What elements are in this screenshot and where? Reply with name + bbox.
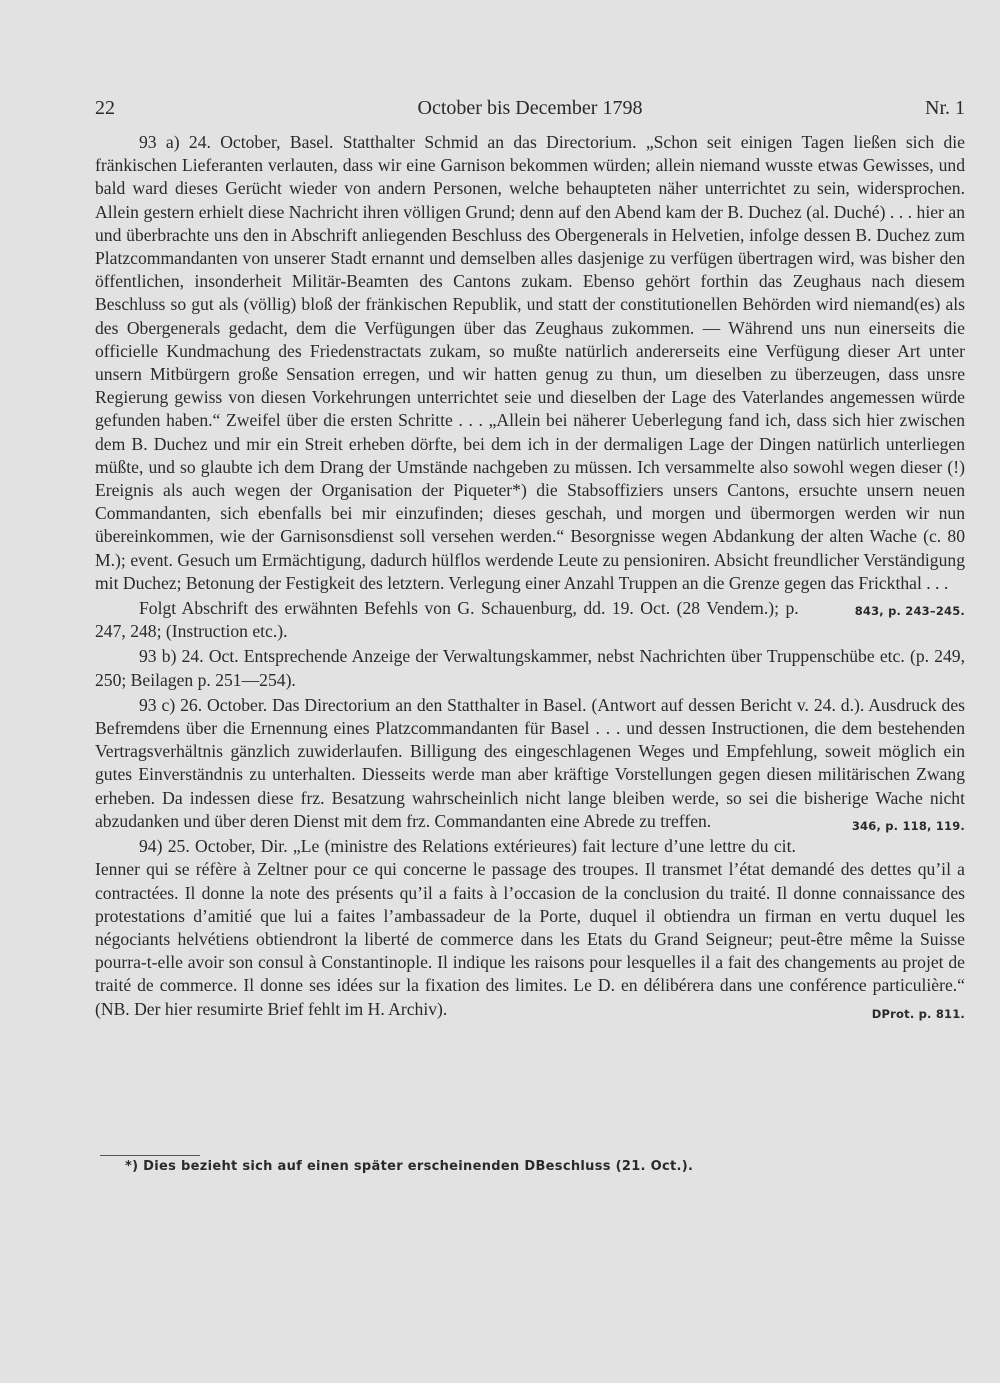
page-body xyxy=(95,131,965,1026)
running-title: October bis December 1798 xyxy=(417,97,643,119)
entry-paragraph xyxy=(95,131,965,619)
footnote-divider xyxy=(100,1155,200,1156)
entry-paragraph xyxy=(95,835,965,1021)
entry-paragraph xyxy=(95,645,965,691)
source-reference: 843, p. 243–245. xyxy=(854,604,965,619)
entry-paragraph xyxy=(95,694,965,833)
source-reference: DProt. p. 811. xyxy=(871,1006,965,1021)
source-reference: 346, p. 118, 119. xyxy=(851,818,965,833)
entry-text: 93 c) 26. October. Das Directorium an den Statthalter in Basel. (Antwort auf dessen Bericht v. 24. d.). Ausdruck des Befremdens über die Ernennung eines Platzcommandanten für Basel . . . und dessen Instructionen, die dem bestehenden Vertragsverhältnis gänzlich zuwiderlaufen. Billigung des eingeschlagenen Weges und Empfehlung, soweit möglich ein gutes Einverständnis zu unterhalten. Diesseits werde man aber kräftige Vorstellungen gegen diesen militärischen Zwang erheben. Da indessen diese frz. Besatzung wahrscheinlich nicht lange bleiben werde, so sei die bisherige Wache nicht abzudanken und über deren Dienst mit dem frz. Commandanten eine Abrede zu treffen. xyxy=(95,694,965,831)
entry-text: Folgt Abschrift des erwähnten Befehls von G. Schauenburg, dd. 19. Oct. (28 Vendem.); p. 247, 248; (Instruction etc.). xyxy=(95,598,799,642)
entry-text: 93 b) 24. Oct. Entsprechende Anzeige der Verwaltungskammer, nebst Nachrichten über Truppenschübe etc. (p. 249, 250; Beilagen p. 251—254). xyxy=(95,646,965,690)
page-number: 22 xyxy=(95,97,115,119)
section-number: Nr. 1 xyxy=(925,97,965,119)
page-header xyxy=(95,97,965,127)
entry-text: 93 a) 24. October, Basel. Statthalter Schmid an das Directorium. „Schon seit einigen Tagen ließen sich die fränkischen Lieferanten verlauten, dass wir eine Garnison bekommen würden; allein niemand wusste etwas Gewisses, und bald ward dieses Gerücht wieder von andern Personen, welche behaupteten näher unterrichtet zu sein, widersprochen. Allein gestern erhielt diese Nachricht ihren völligen Grund; denn auf den Abend kam der B. Duchez (al. Duché) . . . hier an und überbrachte uns den in Abschrift anliegenden Beschluss des Obergenerals in Helvetien, infolge dessen B. Duchez zum Platzcommandanten von unserer Stadt ernannt und demselben alles dasjenige zu verfügen übertragen wird, was bisher den öffentlichen, insonderheit Militär-Beamten des Cantons zukam. Ebenso gehört forthin das Zeughaus nach diesem Beschluss so gut als (völlig) bloß der fränkischen Republik, und statt der constitutionellen Behörden wird niemand(es) als des Obergenerals gedacht, dem die Verfügungen über das Zeughaus zukommen. — Während uns nun einerseits die officielle Kundmachung des Friedenstractats zukam, so mußte natürlich andererseits eine Verfügung dieser Art unter unsern Mitbürgern große Sensation erregen, und wir hatten genug zu thun, um dieselben zu überzeugen, dass unsre Regierung gewiss von diesen Vorkehrungen unterrichtet seie und dieselben der Lage des Vaterlandes angemessen würde gefunden haben.“ Zweifel über die ersten Schritte . . . „Allein bei näherer Ueberlegung fand ich, dass sich hier zwischen dem B. Duchez und mir ein Streit erheben dörfte, bei dem ich in der dermaligen Lage der Dingen natürlich unterliegen müßte, und so glaubte ich dem Drang der Umstände nachgeben zu müssen. Ich versammelte also sowohl wegen dieser (!) Ereignis als auch wegen der Organisation der Piqueter*) die Stabsoffiziers unsers Cantons, ersuchte unsern neuen Commandanten, sich ebenfalls bei mir einzufinden; dieses geschah, und morgen und übermorgen werden wir nun übereinkommen, wie der Garnisonsdienst soll versehen werden.“ Besorgnisse wegen Abdankung der alten Wache (c. 80 M.); event. Gesuch um Ermächtigung, dadurch hülflos werdende Leute zu pensioniren. Absicht freundlicher Verständigung mit Duchez; Betonung der Festigkeit des letztern. Verlegung einer Anzahl Truppen an die Grenze gegen das Frickthal . . . xyxy=(95,132,965,593)
footnote: *) Dies bezieht sich auf einen später erscheinenden DBeschluss (21. Oct.). xyxy=(125,1159,694,1174)
entry-text: 94) 25. October, Dir. „Le (ministre des Relations extérieures) fait lecture d’une lettre du cit. Ienner qui se réfère à Zeltner pour ce qui concerne le passage des troupes. Il transmet l’état demandé des dettes qu’il a contractées. Il donne la note des présents qu’il a faits à l’occasion de la conclusion du traité. Il donne connaissance des protestations d’amitié que lui a faites l’ambassadeur de la Porte, duquel il obtiendra un firman en vertu duquel les négociants helvétiens obtiendront la liberté de commerce dans les Etats du Grand Seigneur; peut-être même la Suisse pourra-t-elle avoir son consul à Constantinople. Il indique les raisons pour lesquelles il a fait des changements au projet de traité de commerce. Il donne ses idées sur la fixation des limites. Le D. en délibérera dans une conférence particulière.“ (NB. Der hier resumirte Brief fehlt im H. Archiv). xyxy=(95,836,965,1019)
